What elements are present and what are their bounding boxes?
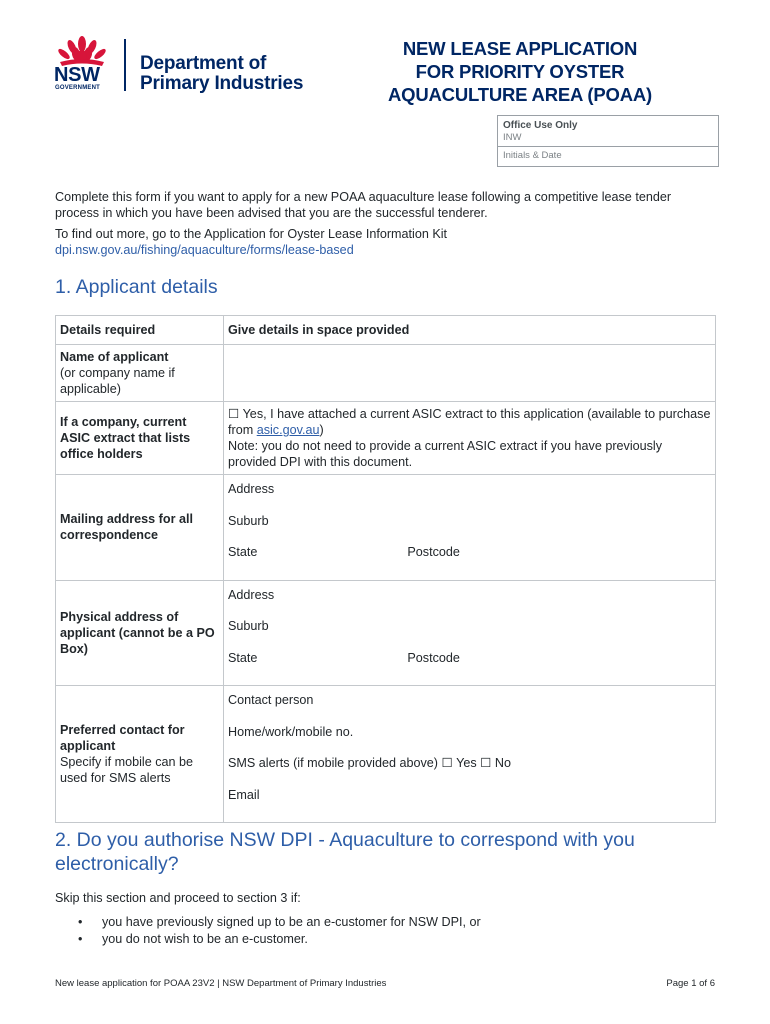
mailing-address-field[interactable]: Address [228, 482, 275, 496]
asic-note: Note: you do not need to provide a current ASIC extract if you have previously provided DPI with this document. [228, 439, 663, 469]
asic-extract-option: ☐ Yes, I have attached a current ASIC extract to this application (available to purchase from asic.gov.au) [228, 407, 711, 437]
table-row [56, 580, 716, 686]
physical-suburb-field[interactable]: Suburb [228, 619, 269, 633]
physical-address-field[interactable]: Address [228, 587, 275, 602]
col-header-give-details: Give details in space provided [224, 316, 716, 345]
section-1-heading: 1. Applicant details [55, 276, 218, 298]
mailing-suburb-field[interactable]: Suburb [228, 513, 269, 528]
nsw-wordmark: NSW [54, 64, 100, 86]
government-wordmark: GOVERNMENT [55, 85, 101, 91]
sms-alerts-row: SMS alerts (if mobile provided above) ☐ Yes ☐ No [228, 756, 512, 770]
form-title: NEW LEASE APPLICATION FOR PRIORITY OYSTER AQUACULTURE AREA (POAA) [388, 38, 652, 105]
mailing-postcode-field[interactable]: Postcode [407, 545, 460, 559]
footer-document-id: New lease application for POAA 23V2 | NSW Department of Primary Industries [55, 978, 387, 989]
table-header-row [56, 316, 716, 345]
name-of-applicant-input[interactable] [224, 345, 716, 402]
physical-address-label: Physical address of applicant (cannot be a PO Box) [56, 580, 224, 686]
footer-page-number: Page 1 of 6 [666, 978, 715, 989]
contact-person-field[interactable]: Contact person [228, 693, 314, 707]
preferred-contact-label: Preferred contact for applicant [60, 723, 185, 753]
phone-field[interactable]: Home/work/mobile no. [228, 724, 354, 739]
sms-no-label: No [494, 756, 512, 770]
sms-yes-label: Yes [456, 756, 477, 770]
info-kit-paragraph: To find out more, go to the Application for Oyster Lease Information Kit dpi.nsw.gov.au/fishing/aquaculture/forms/lease-based [55, 227, 448, 257]
intro-paragraph: Complete this form if you want to apply for a new POAA aquaculture lease following a competitive lease tender process in which you have been advised that you are the successful tenderer. [55, 190, 672, 220]
list-item: • you have previously signed up to be an e-customer for NSW DPI, or [78, 914, 481, 931]
applicant-details-table [55, 315, 716, 823]
section-2-heading: 2. Do you authorise NSW DPI - Aquaculture to correspond with you electronically? [55, 829, 635, 875]
skip-instruction: Skip this section and proceed to section 3 if: [55, 891, 301, 905]
mailing-address-label: Mailing address for all correspondence [56, 475, 224, 581]
name-of-applicant-label: Name of applicant [60, 350, 169, 364]
col-header-details-required: Details required [56, 316, 224, 345]
table-row [56, 686, 716, 823]
office-inw-field[interactable]: INW [503, 132, 522, 143]
office-use-box [497, 115, 719, 167]
info-kit-link[interactable]: dpi.nsw.gov.au/fishing/aquaculture/forms/lease-based [55, 243, 354, 257]
asic-checkbox[interactable]: ☐ [228, 407, 240, 421]
table-row [56, 345, 716, 402]
department-name: Department of Primary Industries [140, 53, 304, 94]
table-row [56, 475, 716, 581]
logo-divider [124, 39, 126, 91]
intro-text [55, 189, 715, 263]
office-initials-field[interactable]: Initials & Date [503, 150, 562, 161]
asic-link[interactable]: asic.gov.au [256, 423, 320, 437]
table-row [56, 402, 716, 475]
skip-conditions-list [78, 914, 481, 948]
list-item: • you do not wish to be an e-customer. [78, 931, 481, 948]
preferred-contact-hint: Specify if mobile can be used for SMS alerts [60, 755, 194, 785]
nsw-dpi-logo [54, 34, 324, 98]
sms-no-checkbox[interactable]: ☐ [480, 756, 492, 770]
mailing-state-field[interactable]: State [228, 545, 258, 559]
physical-state-field[interactable]: State [228, 650, 258, 665]
email-field[interactable]: Email [228, 787, 260, 802]
sms-yes-checkbox[interactable]: ☐ [441, 756, 453, 770]
physical-postcode-field[interactable]: Postcode [407, 650, 460, 665]
office-use-title: Office Use Only [503, 120, 578, 131]
name-of-applicant-hint: (or company name if applicable) [60, 366, 175, 396]
asic-extract-label: If a company, current ASIC extract that lists office holders [56, 402, 224, 475]
